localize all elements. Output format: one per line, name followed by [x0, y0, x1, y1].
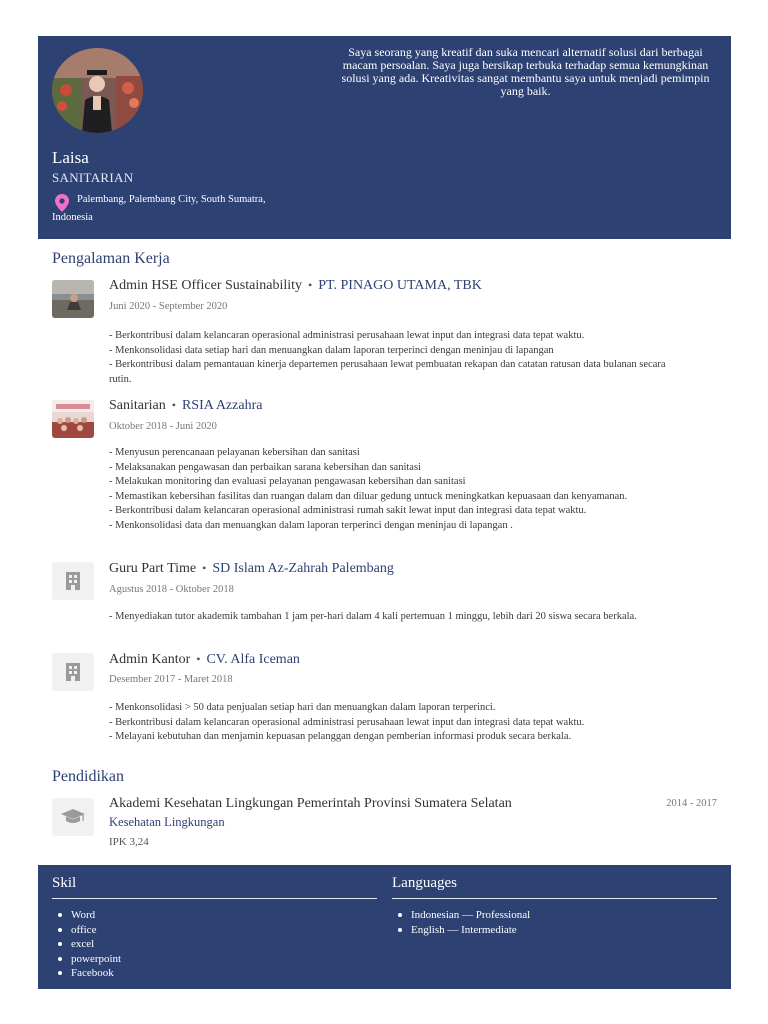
language-item: Indonesian — Professional [392, 908, 717, 923]
duty-item: - Menkonsolidasi data dan menuangkan dalam laporan terperinci dengan meninjau di lapangan . [109, 519, 513, 531]
duty-item: - Melaksanakan pengawasan dan perbaikan sarana kebersihan dan sanitasi [109, 461, 421, 473]
job-company: PT. PINAGO UTAMA, TBK [318, 278, 482, 293]
duty-item: - Menyediakan tutor akademik tambahan 1 jam per-hari dalam 4 kali pertemuan 1 minggu, lebih dari 20 siswa secara berkala. [109, 611, 637, 622]
resume-footer [38, 865, 731, 989]
building-icon [52, 562, 94, 600]
resume-header [38, 36, 731, 239]
duty-item: - Berkontribusi dalam kelancaran operasional administrasi perusahaan lewat input dan integrasi data tepat waktu. [109, 716, 585, 728]
skill-item: Facebook [52, 966, 377, 981]
duty-item: - Melayani kebutuhan dan menjamin kepuasan pelanggan dengan pemberian informasi produk secara berkala. [109, 731, 572, 743]
job-duties [109, 329, 689, 387]
job-duties [109, 446, 689, 534]
job-position: Sanitarian [109, 398, 166, 413]
job-duties [109, 701, 689, 745]
job-header [109, 652, 300, 668]
skill-item: office [52, 923, 377, 938]
languages-column [392, 875, 717, 937]
education-gpa: IPK 3,24 [109, 836, 149, 848]
job-position: Admin HSE Officer Sustainability [109, 278, 302, 293]
candidate-title: SANITARIAN [52, 170, 134, 185]
duty-item: - Memastikan kebersihan fasilitas dan ruangan dalam dan diluar gedung untuck meningkatkan kepuasaan dan kenyamanan. [109, 490, 628, 502]
job-dates: Agustus 2018 - Oktober 2018 [109, 584, 234, 595]
skills-list [52, 908, 377, 981]
separator-dot: • [308, 278, 313, 292]
skills-column [52, 875, 377, 981]
skill-item: Word [52, 908, 377, 923]
job-dates: Juni 2020 - September 2020 [109, 301, 228, 312]
job-dates: Desember 2017 - Maret 2018 [109, 674, 233, 685]
company-logo-pinago [52, 280, 94, 318]
job-company: RSIA Azzahra [181, 398, 263, 413]
job-company: CV. Alfa Iceman [206, 652, 300, 667]
language-item: English — Intermediate [392, 923, 717, 938]
job-header [109, 278, 482, 294]
skill-item: excel [52, 937, 377, 952]
profile-photo [52, 48, 143, 133]
candidate-name: Laisa [52, 148, 89, 167]
languages-title: Languages [392, 875, 717, 899]
job-header [109, 398, 262, 414]
duty-item: - Berkontribusi dalam kelancaran operasional administrasi perusahaan lewat input dan integrasi data tepat waktu. [109, 330, 585, 341]
job-header [109, 561, 394, 577]
building-icon [52, 653, 94, 691]
duty-item: - Berkontribusi dalam kelancaran operasional administrasi rumah sakit lewat input dan integrasi data tepat waktu. [109, 505, 587, 517]
duty-item: - Menyusun perencanaan pelayanan kebersihan dan sanitasi [109, 447, 360, 458]
job-duties [109, 610, 689, 625]
job-position: Admin Kantor [109, 652, 191, 667]
skill-item: powerpoint [52, 952, 377, 967]
experience-section-title: Pengalaman Kerja [52, 250, 170, 267]
separator-dot: • [171, 398, 176, 412]
education-section-title: Pendidikan [52, 768, 124, 785]
profile-summary: Saya seorang yang kreatif dan suka mencari alternatif solusi dari berbagai macam persoalan. Saya juga bersikap terbuka terhadap semua kemungkinan solusi yang ada. Kreativitas sangat membantu saya untuk menjadi pemimpin yang baik. [341, 45, 710, 98]
duty-item: - Melakukan monitoring dan evaluasi pelayanan pengawasan kebersihan dan sanitasi [109, 476, 466, 488]
separator-dot: • [196, 652, 201, 666]
location-pin-icon [55, 194, 69, 212]
graduation-cap-icon [52, 798, 94, 836]
location-text: Palembang, Palembang City, South Sumatra, [77, 194, 266, 205]
education-years: 2014 - 2017 [666, 798, 717, 809]
company-logo-rsia [52, 400, 94, 438]
duty-item: - Menkonsolidasi data setiap hari dan menuangkan dalam laporan terperinci dengan meninjau di lapangan [109, 344, 554, 356]
job-position: Guru Part Time [109, 561, 197, 576]
education-school: Akademi Kesehatan Lingkungan Pemerintah Provinsi Sumatera Selatan [109, 796, 512, 811]
education-major: Kesehatan Lingkungan [109, 815, 225, 829]
job-dates: Oktober 2018 - Juni 2020 [109, 421, 217, 432]
separator-dot: • [202, 561, 207, 575]
location-country: Indonesia [52, 212, 93, 223]
duty-item: - Menkonsolidasi > 50 data penjualan setiap hari dan menuangkan dalam laporan terperinci. [109, 702, 496, 713]
skills-title: Skil [52, 875, 377, 899]
duty-item: - Berkontribusi dalam pemantauan kinerja departemen perusahaan lewat pembuatan rekapan dan catatan ratusan data bulanan secara rutin. [109, 359, 666, 385]
languages-list [392, 908, 717, 937]
job-company: SD Islam Az-Zahrah Palembang [212, 561, 394, 576]
